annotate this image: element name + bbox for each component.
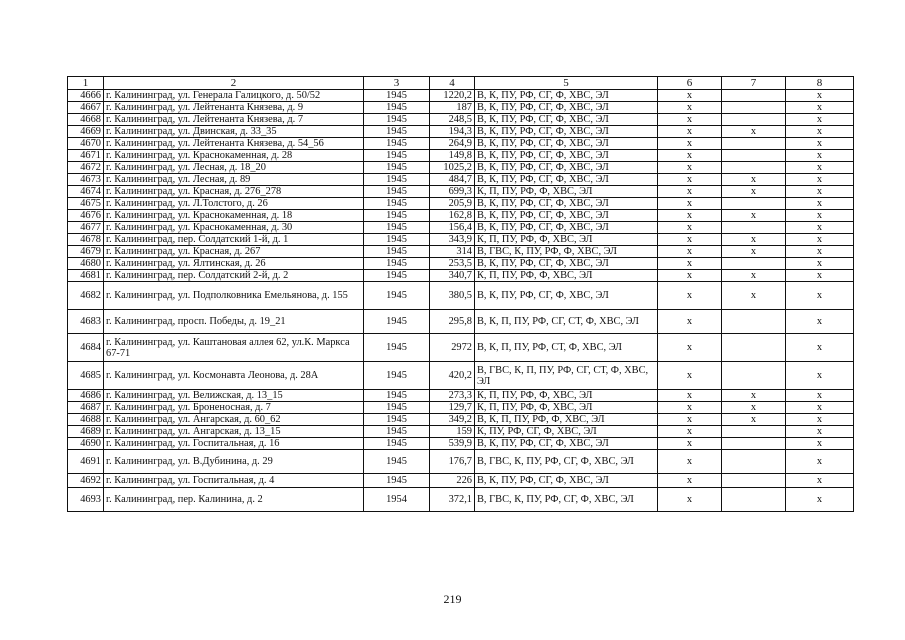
area-cell: 539,9	[430, 438, 475, 450]
area-cell: 420,2	[430, 362, 475, 390]
table-row	[68, 334, 854, 362]
column-8-mark-cell: х	[786, 362, 854, 390]
column-8-mark-cell: х	[786, 270, 854, 282]
column-7-mark-cell	[722, 488, 786, 512]
address-cell: г. Калининград, ул. Лейтенанта Князева, д. 54_56	[104, 138, 364, 150]
row-number-cell: 4693	[68, 488, 104, 512]
works-list-cell: В, К, ПУ, РФ, СГ, Ф, ХВС, ЭЛ	[475, 198, 658, 210]
column-header: 6	[658, 77, 722, 90]
year-cell: 1945	[364, 402, 430, 414]
row-number-cell: 4686	[68, 390, 104, 402]
column-7-mark-cell: х	[722, 282, 786, 310]
column-8-mark-cell: х	[786, 198, 854, 210]
address-cell: г. Калининград, ул. Велижская, д. 13_15	[104, 390, 364, 402]
row-number-cell: 4670	[68, 138, 104, 150]
year-cell: 1945	[364, 102, 430, 114]
works-list-cell: К, П, ПУ, РФ, Ф, ХВС, ЭЛ	[475, 390, 658, 402]
column-8-mark-cell: х	[786, 426, 854, 438]
column-8-mark-cell: х	[786, 488, 854, 512]
table-body	[68, 90, 854, 512]
year-cell: 1945	[364, 138, 430, 150]
column-8-mark-cell: х	[786, 90, 854, 102]
area-cell: 156,4	[430, 222, 475, 234]
area-cell: 176,7	[430, 450, 475, 474]
column-7-mark-cell: х	[722, 174, 786, 186]
address-cell: г. Калининград, ул. Космонавта Леонова, д. 28А	[104, 362, 364, 390]
works-list-cell: В, К, ПУ, РФ, СГ, Ф, ХВС, ЭЛ	[475, 438, 658, 450]
address-cell: г. Калининград, ул. Госпитальная, д. 16	[104, 438, 364, 450]
table-row	[68, 390, 854, 402]
column-7-mark-cell: х	[722, 210, 786, 222]
table-row	[68, 450, 854, 474]
year-cell: 1954	[364, 488, 430, 512]
works-list-cell: К, ПУ, РФ, СГ, Ф, ХВС, ЭЛ	[475, 426, 658, 438]
column-8-mark-cell: х	[786, 246, 854, 258]
year-cell: 1945	[364, 246, 430, 258]
row-number-cell: 4668	[68, 114, 104, 126]
column-6-mark-cell: х	[658, 246, 722, 258]
address-cell: г. Калининград, ул. Краснокаменная, д. 30	[104, 222, 364, 234]
row-number-cell: 4683	[68, 310, 104, 334]
table-row	[68, 174, 854, 186]
year-cell: 1945	[364, 334, 430, 362]
column-7-mark-cell	[722, 310, 786, 334]
address-cell: г. Калининград, ул. Лесная, д. 89	[104, 174, 364, 186]
row-number-cell: 4677	[68, 222, 104, 234]
row-number-cell: 4690	[68, 438, 104, 450]
column-8-mark-cell: х	[786, 150, 854, 162]
address-cell: г. Калининград, ул. Подполковника Емельянова, д. 155	[104, 282, 364, 310]
address-cell: г. Калининград, ул. В.Дубинина, д. 29	[104, 450, 364, 474]
area-cell: 1220,2	[430, 90, 475, 102]
column-6-mark-cell: х	[658, 438, 722, 450]
column-7-mark-cell	[722, 438, 786, 450]
row-number-cell: 4688	[68, 414, 104, 426]
column-8-mark-cell: х	[786, 138, 854, 150]
address-cell: г. Калининград, ул. Л.Толстого, д. 26	[104, 198, 364, 210]
column-6-mark-cell: х	[658, 90, 722, 102]
address-cell: г. Калининград, пер. Калинина, д. 2	[104, 488, 364, 512]
table-row	[68, 210, 854, 222]
row-number-cell: 4687	[68, 402, 104, 414]
area-cell: 187	[430, 102, 475, 114]
row-number-cell: 4666	[68, 90, 104, 102]
column-8-mark-cell: х	[786, 402, 854, 414]
area-cell: 149,8	[430, 150, 475, 162]
column-7-mark-cell	[722, 102, 786, 114]
column-7-mark-cell	[722, 198, 786, 210]
column-6-mark-cell: х	[658, 162, 722, 174]
year-cell: 1945	[364, 90, 430, 102]
address-cell: г. Калининград, ул. Краснокаменная, д. 28	[104, 150, 364, 162]
table-row	[68, 114, 854, 126]
housing-registry-table	[67, 76, 854, 512]
column-6-mark-cell: х	[658, 310, 722, 334]
table-row	[68, 198, 854, 210]
area-cell: 273,3	[430, 390, 475, 402]
column-6-mark-cell: х	[658, 198, 722, 210]
works-list-cell: В, К, ПУ, РФ, СГ, Ф, ХВС, ЭЛ	[475, 150, 658, 162]
year-cell: 1945	[364, 162, 430, 174]
column-6-mark-cell: х	[658, 186, 722, 198]
address-cell: г. Калининград, ул. Каштановая аллея 62, ул.К. Маркса 67-71	[104, 334, 364, 362]
table-row	[68, 222, 854, 234]
area-cell: 349,2	[430, 414, 475, 426]
column-6-mark-cell: х	[658, 222, 722, 234]
column-7-mark-cell	[722, 162, 786, 174]
year-cell: 1945	[364, 362, 430, 390]
works-list-cell: В, ГВС, К, ПУ, РФ, СГ, Ф, ХВС, ЭЛ	[475, 488, 658, 512]
column-7-mark-cell	[722, 474, 786, 488]
works-list-cell: В, К, ПУ, РФ, СГ, Ф, ХВС, ЭЛ	[475, 222, 658, 234]
column-header: 8	[786, 77, 854, 90]
year-cell: 1945	[364, 150, 430, 162]
table-row	[68, 414, 854, 426]
column-6-mark-cell: х	[658, 414, 722, 426]
address-cell: г. Калининград, ул. Броненосная, д. 7	[104, 402, 364, 414]
column-6-mark-cell: х	[658, 488, 722, 512]
column-8-mark-cell: х	[786, 450, 854, 474]
works-list-cell: К, П, ПУ, РФ, Ф, ХВС, ЭЛ	[475, 402, 658, 414]
year-cell: 1945	[364, 174, 430, 186]
address-cell: г. Калининград, ул. Госпитальная, д. 4	[104, 474, 364, 488]
works-list-cell: В, К, П, ПУ, РФ, СГ, СТ, Ф, ХВС, ЭЛ	[475, 310, 658, 334]
row-number-cell: 4689	[68, 426, 104, 438]
table-row	[68, 234, 854, 246]
area-cell: 162,8	[430, 210, 475, 222]
address-cell: г. Калининград, ул. Красная, д. 267	[104, 246, 364, 258]
address-cell: г. Калининград, просп. Победы, д. 19_21	[104, 310, 364, 334]
column-6-mark-cell: х	[658, 210, 722, 222]
address-cell: г. Калининград, ул. Лесная, д. 18_20	[104, 162, 364, 174]
column-8-mark-cell: х	[786, 222, 854, 234]
row-number-cell: 4685	[68, 362, 104, 390]
row-number-cell: 4676	[68, 210, 104, 222]
works-list-cell: В, К, ПУ, РФ, СГ, Ф, ХВС, ЭЛ	[475, 138, 658, 150]
column-6-mark-cell: х	[658, 450, 722, 474]
works-list-cell: В, К, ПУ, РФ, СГ, Ф, ХВС, ЭЛ	[475, 282, 658, 310]
column-6-mark-cell: х	[658, 390, 722, 402]
column-7-mark-cell	[722, 334, 786, 362]
page-number: 219	[443, 592, 462, 606]
table-row	[68, 138, 854, 150]
table-row	[68, 150, 854, 162]
column-header: 5	[475, 77, 658, 90]
year-cell: 1945	[364, 210, 430, 222]
works-list-cell: В, ГВС, К, ПУ, РФ, Ф, ХВС, ЭЛ	[475, 246, 658, 258]
works-list-cell: В, К, ПУ, РФ, СГ, Ф, ХВС, ЭЛ	[475, 258, 658, 270]
address-cell: г. Калининград, ул. Красная, д. 276_278	[104, 186, 364, 198]
column-7-mark-cell: х	[722, 390, 786, 402]
works-list-cell: В, ГВС, К, П, ПУ, РФ, СГ, СТ, Ф, ХВС, ЭЛ	[475, 362, 658, 390]
works-list-cell: К, П, ПУ, РФ, Ф, ХВС, ЭЛ	[475, 234, 658, 246]
column-8-mark-cell: х	[786, 258, 854, 270]
year-cell: 1945	[364, 234, 430, 246]
area-cell: 372,1	[430, 488, 475, 512]
area-cell: 253,5	[430, 258, 475, 270]
address-cell: г. Калининград, ул. Лейтенанта Князева, д. 9	[104, 102, 364, 114]
area-cell: 159	[430, 426, 475, 438]
year-cell: 1945	[364, 474, 430, 488]
area-cell: 314	[430, 246, 475, 258]
column-6-mark-cell: х	[658, 174, 722, 186]
works-list-cell: К, П, ПУ, РФ, Ф, ХВС, ЭЛ	[475, 186, 658, 198]
row-number-cell: 4678	[68, 234, 104, 246]
row-number-cell: 4680	[68, 258, 104, 270]
column-6-mark-cell: х	[658, 362, 722, 390]
year-cell: 1945	[364, 270, 430, 282]
column-7-mark-cell: х	[722, 270, 786, 282]
area-cell: 264,9	[430, 138, 475, 150]
column-8-mark-cell: х	[786, 210, 854, 222]
year-cell: 1945	[364, 426, 430, 438]
column-7-mark-cell	[722, 426, 786, 438]
row-number-cell: 4672	[68, 162, 104, 174]
column-header: 7	[722, 77, 786, 90]
column-header: 4	[430, 77, 475, 90]
column-8-mark-cell: х	[786, 334, 854, 362]
column-header: 3	[364, 77, 430, 90]
row-number-cell: 4684	[68, 334, 104, 362]
area-cell: 380,5	[430, 282, 475, 310]
address-cell: г. Калининград, ул. Двинская, д. 33_35	[104, 126, 364, 138]
row-number-cell: 4691	[68, 450, 104, 474]
table-row	[68, 270, 854, 282]
row-number-cell: 4674	[68, 186, 104, 198]
year-cell: 1945	[364, 222, 430, 234]
row-number-cell: 4667	[68, 102, 104, 114]
works-list-cell: В, К, ПУ, РФ, СГ, Ф, ХВС, ЭЛ	[475, 114, 658, 126]
table-row	[68, 90, 854, 102]
area-cell: 226	[430, 474, 475, 488]
column-8-mark-cell: х	[786, 438, 854, 450]
row-number-cell: 4671	[68, 150, 104, 162]
works-list-cell: В, К, ПУ, РФ, СГ, Ф, ХВС, ЭЛ	[475, 474, 658, 488]
column-8-mark-cell: х	[786, 162, 854, 174]
column-7-mark-cell	[722, 114, 786, 126]
column-8-mark-cell: х	[786, 474, 854, 488]
column-8-mark-cell: х	[786, 114, 854, 126]
column-8-mark-cell: х	[786, 126, 854, 138]
area-cell: 343,9	[430, 234, 475, 246]
row-number-cell: 4679	[68, 246, 104, 258]
area-cell: 295,8	[430, 310, 475, 334]
works-list-cell: В, К, ПУ, РФ, СГ, Ф, ХВС, ЭЛ	[475, 174, 658, 186]
year-cell: 1945	[364, 390, 430, 402]
row-number-cell: 4675	[68, 198, 104, 210]
table-row	[68, 362, 854, 390]
table-row	[68, 310, 854, 334]
area-cell: 248,5	[430, 114, 475, 126]
area-cell: 484,7	[430, 174, 475, 186]
works-list-cell: В, К, ПУ, РФ, СГ, Ф, ХВС, ЭЛ	[475, 126, 658, 138]
table-row	[68, 426, 854, 438]
address-cell: г. Калининград, пер. Солдатский 1-й, д. 1	[104, 234, 364, 246]
year-cell: 1945	[364, 198, 430, 210]
column-8-mark-cell: х	[786, 186, 854, 198]
row-number-cell: 4692	[68, 474, 104, 488]
table-row	[68, 258, 854, 270]
works-list-cell: В, К, ПУ, РФ, СГ, Ф, ХВС, ЭЛ	[475, 162, 658, 174]
year-cell: 1945	[364, 438, 430, 450]
table-row	[68, 126, 854, 138]
column-7-mark-cell: х	[722, 402, 786, 414]
column-7-mark-cell	[722, 450, 786, 474]
column-6-mark-cell: х	[658, 426, 722, 438]
column-7-mark-cell: х	[722, 126, 786, 138]
table-row	[68, 186, 854, 198]
column-6-mark-cell: х	[658, 270, 722, 282]
row-number-cell: 4669	[68, 126, 104, 138]
table-row	[68, 488, 854, 512]
row-number-cell: 4681	[68, 270, 104, 282]
table-row	[68, 474, 854, 488]
column-8-mark-cell: х	[786, 310, 854, 334]
area-cell: 194,3	[430, 126, 475, 138]
column-7-mark-cell	[722, 90, 786, 102]
column-8-mark-cell: х	[786, 414, 854, 426]
area-cell: 205,9	[430, 198, 475, 210]
year-cell: 1945	[364, 310, 430, 334]
column-7-mark-cell	[722, 150, 786, 162]
area-cell: 340,7	[430, 270, 475, 282]
column-6-mark-cell: х	[658, 474, 722, 488]
works-list-cell: В, ГВС, К, ПУ, РФ, СГ, Ф, ХВС, ЭЛ	[475, 450, 658, 474]
area-cell: 1025,2	[430, 162, 475, 174]
table-row	[68, 162, 854, 174]
table-row	[68, 438, 854, 450]
column-8-mark-cell: х	[786, 174, 854, 186]
column-6-mark-cell: х	[658, 402, 722, 414]
column-6-mark-cell: х	[658, 114, 722, 126]
year-cell: 1945	[364, 450, 430, 474]
column-7-mark-cell: х	[722, 234, 786, 246]
works-list-cell: В, К, ПУ, РФ, СГ, Ф, ХВС, ЭЛ	[475, 90, 658, 102]
column-8-mark-cell: х	[786, 102, 854, 114]
column-7-mark-cell: х	[722, 186, 786, 198]
address-cell: г. Калининград, ул. Краснокаменная, д. 18	[104, 210, 364, 222]
area-cell: 699,3	[430, 186, 475, 198]
address-cell: г. Калининград, ул. Ялтинская, д. 26	[104, 258, 364, 270]
column-header: 1	[68, 77, 104, 90]
column-7-mark-cell	[722, 258, 786, 270]
column-7-mark-cell	[722, 222, 786, 234]
year-cell: 1945	[364, 414, 430, 426]
address-cell: г. Калининград, ул. Ангарская, д. 13_15	[104, 426, 364, 438]
column-7-mark-cell	[722, 138, 786, 150]
works-list-cell: К, П, ПУ, РФ, Ф, ХВС, ЭЛ	[475, 270, 658, 282]
address-cell: г. Калининград, ул. Лейтенанта Князева, д. 7	[104, 114, 364, 126]
table-row	[68, 282, 854, 310]
column-6-mark-cell: х	[658, 138, 722, 150]
column-8-mark-cell: х	[786, 234, 854, 246]
area-cell: 2972	[430, 334, 475, 362]
year-cell: 1945	[364, 114, 430, 126]
table-row	[68, 246, 854, 258]
column-8-mark-cell: х	[786, 282, 854, 310]
column-7-mark-cell	[722, 362, 786, 390]
column-8-mark-cell: х	[786, 390, 854, 402]
works-list-cell: В, К, ПУ, РФ, СГ, Ф, ХВС, ЭЛ	[475, 102, 658, 114]
works-list-cell: В, К, ПУ, РФ, СГ, Ф, ХВС, ЭЛ	[475, 210, 658, 222]
column-6-mark-cell: х	[658, 234, 722, 246]
table-row	[68, 102, 854, 114]
column-6-mark-cell: х	[658, 258, 722, 270]
address-cell: г. Калининград, ул. Ангарская, д. 60_62	[104, 414, 364, 426]
row-number-cell: 4682	[68, 282, 104, 310]
column-6-mark-cell: х	[658, 126, 722, 138]
column-6-mark-cell: х	[658, 102, 722, 114]
year-cell: 1945	[364, 126, 430, 138]
year-cell: 1945	[364, 186, 430, 198]
year-cell: 1945	[364, 282, 430, 310]
address-cell: г. Калининград, ул. Генерала Галицкого, д. 50/52	[104, 90, 364, 102]
works-list-cell: В, К, П, ПУ, РФ, Ф, ХВС, ЭЛ	[475, 414, 658, 426]
table-row	[68, 402, 854, 414]
year-cell: 1945	[364, 258, 430, 270]
address-cell: г. Калининград, пер. Солдатский 2-й, д. 2	[104, 270, 364, 282]
column-7-mark-cell: х	[722, 414, 786, 426]
row-number-cell: 4673	[68, 174, 104, 186]
column-header: 2	[104, 77, 364, 90]
column-6-mark-cell: х	[658, 334, 722, 362]
works-list-cell: В, К, П, ПУ, РФ, СТ, Ф, ХВС, ЭЛ	[475, 334, 658, 362]
table-header-row	[68, 77, 854, 90]
column-6-mark-cell: х	[658, 150, 722, 162]
column-7-mark-cell: х	[722, 246, 786, 258]
column-6-mark-cell: х	[658, 282, 722, 310]
area-cell: 129,7	[430, 402, 475, 414]
